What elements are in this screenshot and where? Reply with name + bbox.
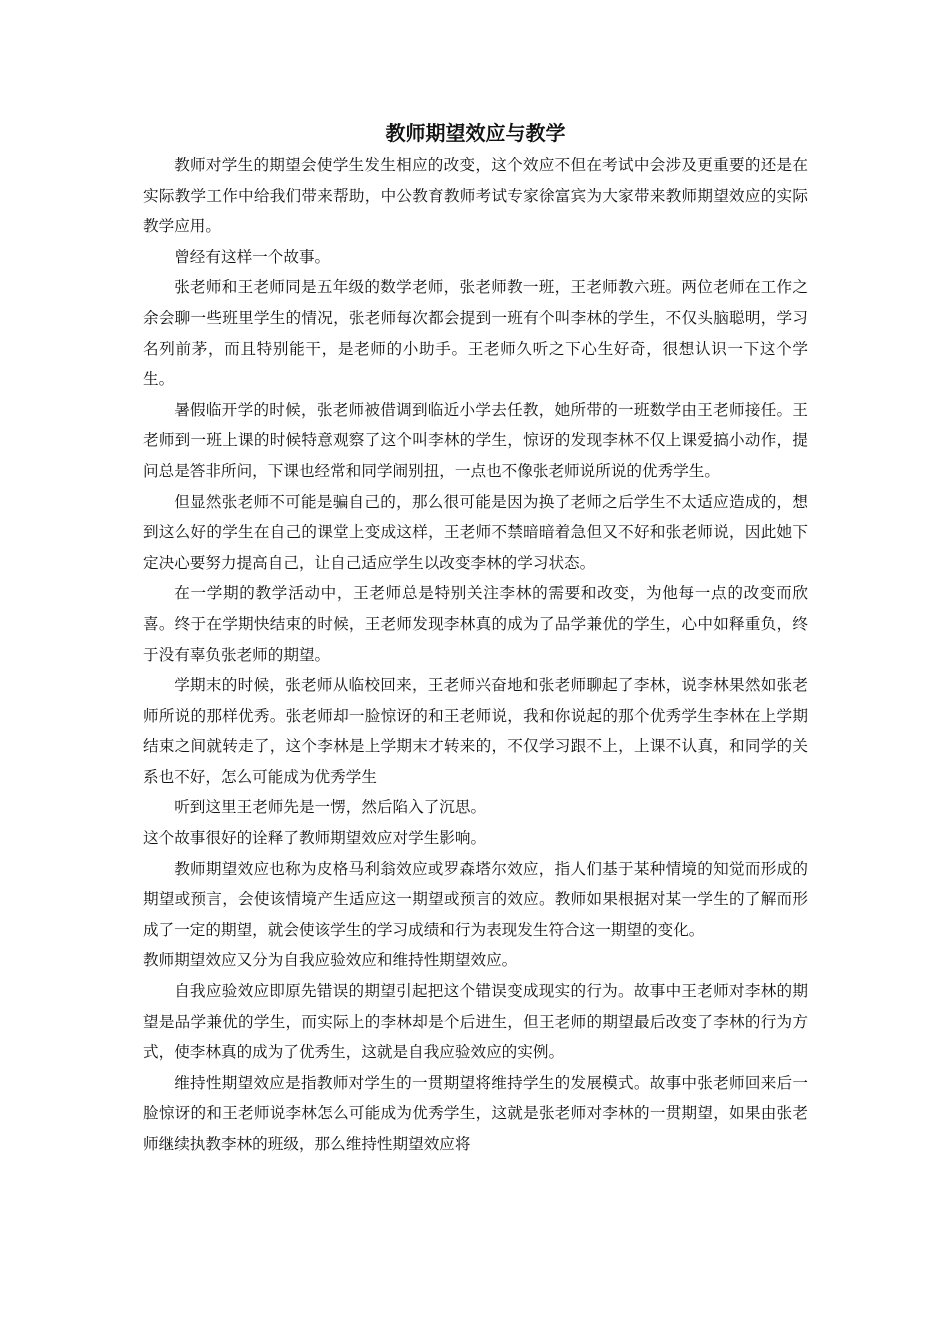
document-title: 教师期望效应与教学 — [385, 121, 566, 145]
paragraph: 维持性期望效应是指教师对学生的一贯期望将维持学生的发展模式。故事中张老师回来后一脸惊讶的和王老师说李林怎么可能成为优秀学生，这就是张老师对李林的一贯期望，如果由张老师继续执教李林的班级，那么维持性期望效应将 — [143, 1073, 808, 1153]
document-body — [143, 150, 808, 1160]
paragraph: 自我应验效应即原先错误的期望引起把这个错误变成现实的行为。故事中王老师对李林的期望是品学兼优的学生，而实际上的李林却是个后进生，但王老师的期望最后改变了李林的行为方式，使李林真的成为了优秀生，这就是自我应验效应的实例。 — [143, 982, 808, 1062]
paragraph: 教师对学生的期望会使学生发生相应的改变，这个效应不但在考试中会涉及更重要的还是在实际教学工作中给我们带来帮助，中公教育教师考试专家徐富宾为大家带来教师期望效应的实际教学应用。 — [143, 156, 808, 236]
paragraph: 教师期望效应也称为皮格马利翁效应或罗森塔尔效应，指人们基于某种情境的知觉而形成的期望或预言，会使该情境产生适应这一期望或预言的效应。教师如果根据对某一学生的了解而形成了一定的期望，就会使该学生的学习成绩和行为表现发生符合这一期望的变化。 — [143, 859, 808, 939]
paragraph: 学期末的时候，张老师从临校回来，王老师兴奋地和张老师聊起了李林，说李林果然如张老师所说的那样优秀。张老师却一脸惊讶的和王老师说，我和你说起的那个优秀学生李林在上学期结束之间就转走了，这个李林是上学期末才转来的，不仅学习跟不上，上课不认真，和同学的关系也不好，怎么可能成为优秀学生 — [143, 676, 808, 786]
paragraph: 曾经有这样一个故事。 — [174, 247, 331, 266]
paragraph: 教师期望效应又分为自我应验效应和维持性期望效应。 — [143, 951, 518, 970]
document-page — [143, 118, 808, 1160]
paragraph: 在一学期的教学活动中，王老师总是特别关注李林的需要和改变，为他每一点的改变而欣喜。终于在学期快结束的时候，王老师发现李林真的成为了品学兼优的学生，心中如释重负，终于没有辜负张老师的期望。 — [143, 584, 808, 664]
paragraph: 听到这里王老师先是一愣，然后陷入了沉思。 — [174, 798, 487, 817]
paragraph: 但显然张老师不可能是骗自己的，那么很可能是因为换了老师之后学生不太适应造成的，想到这么好的学生在自己的课堂上变成这样，王老师不禁暗暗着急但又不好和张老师说，因此她下定决心要努力提高自己，让自己适应学生以改变李林的学习状态。 — [143, 492, 808, 572]
paragraph: 暑假临开学的时候，张老师被借调到临近小学去任教，她所带的一班数学由王老师接任。王老师到一班上课的时候特意观察了这个叫李林的学生，惊讶的发现李林不仅上课爱搞小动作，提问总是答非所问，下课也经常和同学闹别扭，一点也不像张老师说所说的优秀学生。 — [143, 400, 808, 480]
paragraph: 张老师和王老师同是五年级的数学老师，张老师教一班，王老师教六班。两位老师在工作之余会聊一些班里学生的情况，张老师每次都会提到一班有个叫李林的学生，不仅头脑聪明，学习名列前茅，而且特别能干，是老师的小助手。王老师久听之下心生好奇，很想认识一下这个学生。 — [143, 278, 808, 389]
paragraph: 这个故事很好的诠释了教师期望效应对学生影响。 — [143, 829, 487, 848]
